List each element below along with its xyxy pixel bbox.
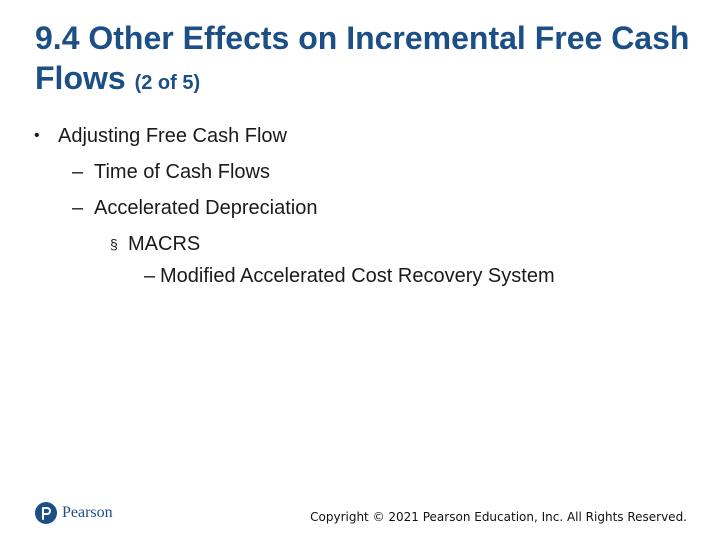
- bullet-text: Modified Accelerated Cost Recovery System: [160, 265, 555, 287]
- slide-title-part: (2 of 5): [134, 72, 201, 94]
- pearson-logo: [35, 502, 113, 524]
- slide-title: [35, 18, 695, 103]
- bullet-marker: –: [72, 161, 84, 183]
- bullet-time-of-cash-flows: [32, 160, 692, 184]
- copyright-notice: Copyright © 2021 Pearson Education, Inc. All Rights Reserved.: [310, 510, 687, 524]
- bullet-text: Adjusting Free Cash Flow: [58, 125, 287, 147]
- logo-text: Pearson: [62, 504, 113, 521]
- bullet-text: MACRS: [128, 233, 201, 255]
- bullet-marker: •: [34, 127, 40, 144]
- pearson-p-icon: [35, 502, 57, 524]
- bullet-text: Accelerated Depreciation: [94, 197, 318, 219]
- bullet-text: Time of Cash Flows: [94, 161, 270, 183]
- bullet-marker: –: [72, 197, 84, 219]
- bullet-list: [32, 124, 692, 300]
- bullet-macrs-definition: [32, 264, 692, 288]
- bullet-accelerated-depreciation: [32, 196, 692, 220]
- bullet-macrs: [32, 232, 692, 256]
- slide-title-main: 9.4 Other Effects on Incremental Free Cash Flows: [35, 20, 690, 96]
- bullet-marker: §: [110, 236, 118, 252]
- bullet-marker: –: [144, 265, 156, 287]
- bullet-adjusting-free-cash-flow: [32, 124, 692, 148]
